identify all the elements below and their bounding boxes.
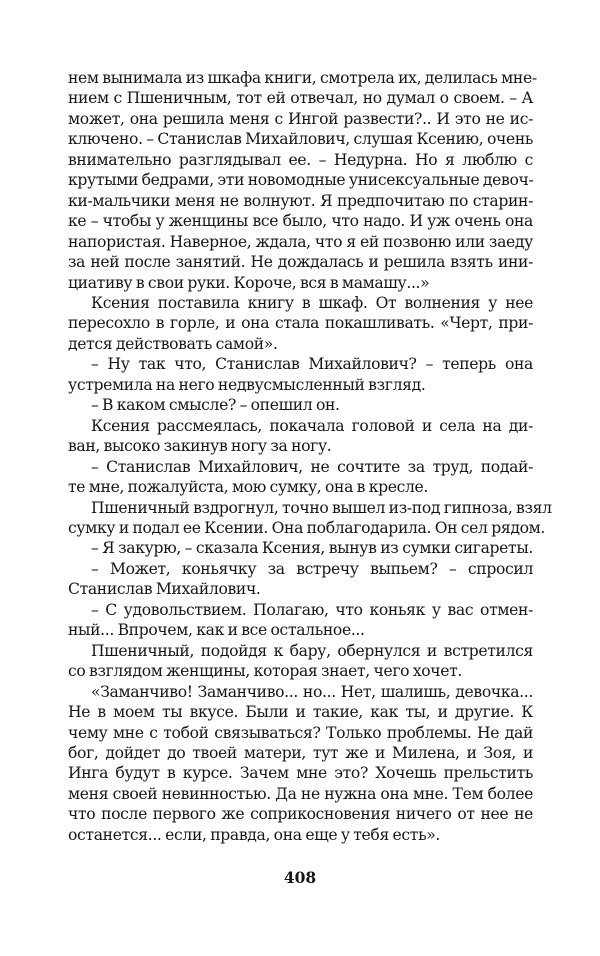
text-line: те мне, пожалуйста, мою сумку, она в кресле. bbox=[68, 478, 429, 497]
text-line: крутыми бедрами, эти новомодные унисексуальные девоч- bbox=[68, 171, 534, 190]
text-line: Инга будут в курсе. Зачем мне это? Хочешь прельстить bbox=[68, 764, 533, 783]
text-line: может, она решила меня с Ингой развести?.. И это не ис- bbox=[68, 109, 533, 128]
text-line: – Я закурю, – сказала Ксения, вынув из сумки сигареты. bbox=[91, 539, 533, 558]
text-line: пересохло в горле, и она стала покашливать. «Черт, при- bbox=[68, 314, 533, 333]
text-line: ключено. – Станислав Михайлович, слушая Ксению, очень bbox=[68, 130, 534, 149]
text-line: устремила на него недвусмысленный взгляд. bbox=[68, 375, 426, 394]
text-line: чему мне с тобой связываться? Только проблемы. Не дай bbox=[68, 723, 533, 742]
text-line: меня своей невинностью. Да не нужна она мне. Тем более bbox=[68, 784, 533, 803]
text-line: дется действовать самой». bbox=[68, 334, 278, 353]
text-line: Пшеничный, подойдя к бару, обернулся и встретился bbox=[91, 641, 533, 660]
page-number: 408 bbox=[283, 868, 317, 887]
text-line: напористая. Наверное, ждала, что я ей позвоню или заеду bbox=[68, 232, 533, 251]
text-line: ке – чтобы у женщины все было, что надо. И уж очень она bbox=[68, 212, 533, 231]
text-line: останется... если, правда, она еще у тебя есть». bbox=[68, 825, 441, 844]
text-line: ки-мальчики меня не волнуют. Я предпочитаю по старин- bbox=[68, 191, 533, 210]
text-line: ван, высоко закинув ногу за ногу. bbox=[68, 437, 332, 456]
text-line: Пшеничный вздрогнул, точно вышел из-под гипноза, взял bbox=[91, 498, 552, 517]
text-line: Ксения поставила книгу в шкаф. От волнения у нее bbox=[91, 293, 533, 312]
text-line: – Может, коньячку за встречу выпьем? – спросил bbox=[91, 559, 533, 578]
text-line: что после первого же соприкосновения ничего от нее не bbox=[68, 805, 533, 824]
text-line: циативу в свои руки. Короче, вся в мамашу...» bbox=[68, 273, 430, 292]
text-line: внимательно разглядывал ее. – Недурна. Но я люблю с bbox=[68, 150, 533, 169]
text-line: ный... Впрочем, как и все остальное... bbox=[68, 621, 365, 640]
text-line: сумку и подал ее Ксении. Она поблагодарила. Он сел рядом. bbox=[68, 518, 546, 537]
text-line: со взглядом женщины, которая знает, чего хочет. bbox=[68, 662, 463, 681]
text-line: нем вынимала из шкафа книги, смотрела их, делилась мне- bbox=[68, 69, 537, 87]
text-line: «Заманчиво! Заманчиво... но... Нет, шалишь, девочка... bbox=[91, 682, 533, 701]
text-line: – В каком смысле? – опешил он. bbox=[91, 396, 340, 415]
text-line: – С удовольствием. Полагаю, что коньяк у вас отмен- bbox=[91, 600, 533, 619]
text-line: Не в моем ты вкусе. Были и такие, как ты, и другие. К bbox=[68, 703, 533, 722]
body-text bbox=[68, 68, 552, 845]
text-line: – Станислав Михайлович, не сочтите за труд, подай- bbox=[91, 457, 533, 476]
text-line: Ксения рассмеялась, покачала головой и села на ди- bbox=[91, 416, 533, 435]
text-line: бог, дойдет до твоей матери, тут же и Милена, и Зоя, и bbox=[68, 743, 533, 762]
text-line: – Ну так что, Станислав Михайлович? – теперь она bbox=[91, 355, 533, 374]
text-line: Станислав Михайлович. bbox=[68, 580, 261, 599]
text-line: за ней после занятий. Не дождалась и решила взять ини- bbox=[68, 253, 533, 272]
text-line: нием с Пшеничным, тот ей отвечал, но думал о своем. – А bbox=[68, 89, 533, 108]
